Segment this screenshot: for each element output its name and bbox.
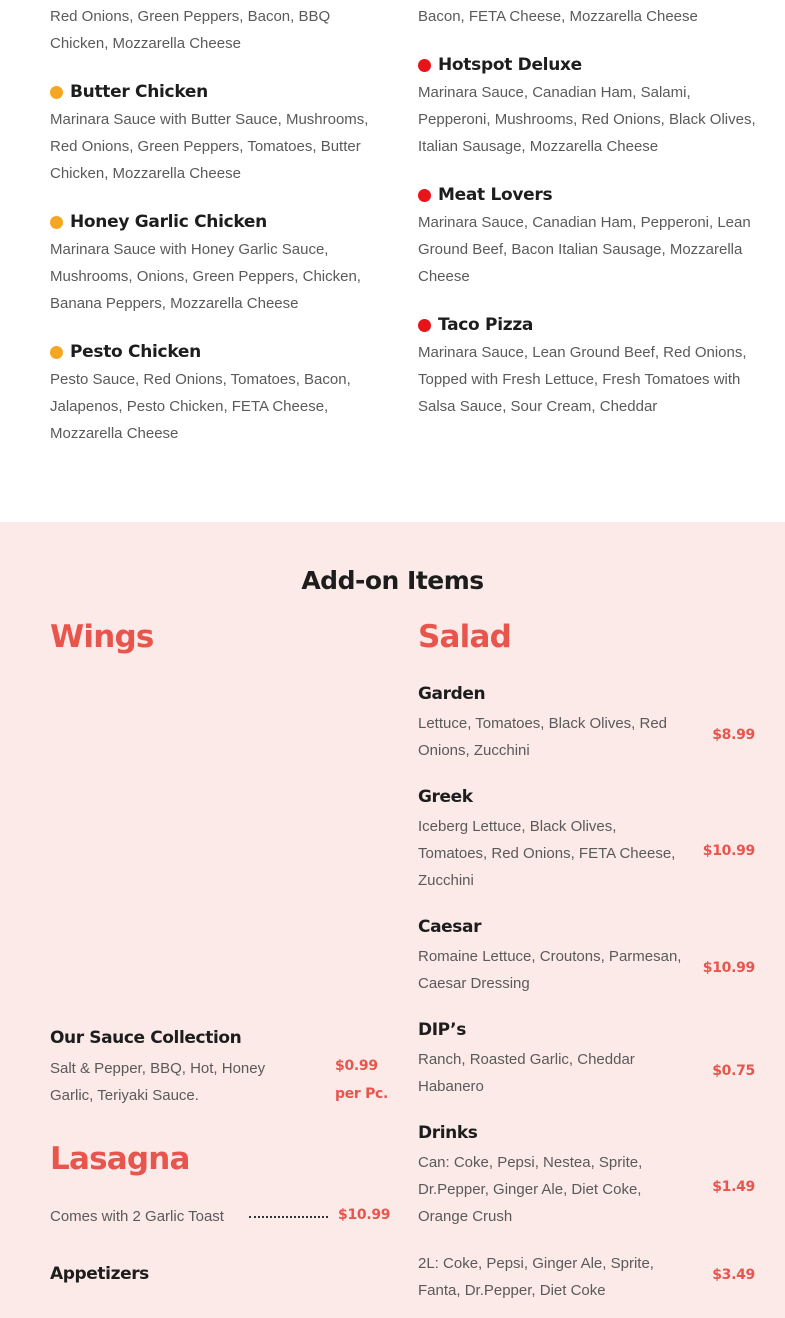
pizza-description: Marinara Sauce, Lean Ground Beef, Red Onions, Topped with Fresh Lettuce, Fresh Tomatoes with Salsa Sauce, Sour Cream, Cheddar xyxy=(418,344,747,415)
pizza-description: Marinara Sauce, Canadian Ham, Pepperoni, Lean Ground Beef, Bacon Italian Sausage, Mozzarella Cheese xyxy=(418,214,751,285)
dips-title: DIP’s xyxy=(418,1020,466,1040)
drinks-can-price: $1.49 xyxy=(712,1179,755,1195)
lasagna-price: $10.99 xyxy=(338,1207,391,1223)
orange-dot-icon xyxy=(50,216,63,229)
lasagna-description: Comes with 2 Garlic Toast xyxy=(50,1208,224,1225)
drinks-can-description: Can: Coke, Pepsi, Nestea, Sprite, Dr.Pepper, Ginger Ale, Diet Coke, Orange Crush xyxy=(418,1154,643,1225)
pizza-item-feta xyxy=(418,3,758,30)
salad-price-garden: $8.99 xyxy=(712,727,755,743)
pizza-name: Hotspot Deluxe xyxy=(438,55,582,75)
red-dot-icon xyxy=(418,59,431,72)
section-title: Add-on Items xyxy=(301,566,484,595)
pizza-item-bbq-chicken xyxy=(50,3,390,57)
red-dot-icon xyxy=(418,319,431,332)
drinks-2l-price: $3.49 xyxy=(712,1267,755,1283)
drinks-2l-description: 2L: Coke, Pepsi, Ginger Ale, Sprite, Fanta, Dr.Pepper, Diet Coke xyxy=(418,1255,654,1299)
salad-description-caesar: Romaine Lettuce, Croutons, Parmesan, Caesar Dressing xyxy=(418,948,682,992)
dips-description: Ranch, Roasted Garlic, Cheddar Habanero xyxy=(418,1051,635,1095)
drinks-title: Drinks xyxy=(418,1123,478,1143)
pizza-menu-section xyxy=(0,0,785,522)
pizza-description: Marinara Sauce, Canadian Ham, Salami, Pepperoni, Mushrooms, Red Onions, Black Olives, Italian Sausage, Mozzarella Cheese xyxy=(418,84,756,155)
orange-dot-icon xyxy=(50,86,63,99)
addon-items-section xyxy=(0,522,785,1318)
salad-price-caesar: $10.99 xyxy=(702,960,755,976)
salad-description-garden: Lettuce, Tomatoes, Black Olives, Red Onions, Zucchini xyxy=(418,715,668,759)
red-dot-icon xyxy=(418,189,431,202)
salad-price-greek: $10.99 xyxy=(702,843,755,859)
salad-name-caesar: Caesar xyxy=(418,917,482,937)
price-leader-dots xyxy=(249,1216,328,1218)
dips-price: $0.75 xyxy=(712,1063,755,1079)
lasagna-heading: Lasagna xyxy=(50,1141,190,1177)
pizza-name: Honey Garlic Chicken xyxy=(70,212,267,232)
orange-dot-icon xyxy=(50,346,63,359)
sauce-price: $0.99 xyxy=(335,1058,378,1074)
pizza-description: Marinara Sauce with Butter Sauce, Mushrooms, Red Onions, Green Peppers, Tomatoes, Butter Chicken, Mozzarella Cheese xyxy=(50,111,369,182)
pizza-item-pesto-chicken xyxy=(50,339,390,447)
sauce-collection-title: Our Sauce Collection xyxy=(50,1028,242,1048)
pizza-description: Marinara Sauce with Honey Garlic Sauce, Mushrooms, Onions, Green Peppers, Chicken, Banana Peppers, Mozzarella Cheese xyxy=(50,241,361,312)
sauce-collection-description: Salt & Pepper, BBQ, Hot, Honey Garlic, Teriyaki Sauce. xyxy=(50,1060,266,1104)
pizza-name: Butter Chicken xyxy=(70,82,208,102)
pizza-item-meat-lovers xyxy=(418,182,758,290)
pizza-description: Pesto Sauce, Red Onions, Tomatoes, Bacon, Jalapenos, Pesto Chicken, FETA Cheese, Mozzarella Cheese xyxy=(50,371,351,442)
pizza-item-hotspot-deluxe xyxy=(418,52,758,160)
pizza-description: Red Onions, Green Peppers, Bacon, BBQ Chicken, Mozzarella Cheese xyxy=(50,8,331,52)
pizza-name: Taco Pizza xyxy=(438,315,534,335)
salad-name-garden: Garden xyxy=(418,684,486,704)
salad-heading: Salad xyxy=(418,619,511,655)
pizza-name: Pesto Chicken xyxy=(70,342,201,362)
appetizers-heading: Appetizers xyxy=(50,1264,149,1284)
pizza-description: Bacon, FETA Cheese, Mozzarella Cheese xyxy=(418,8,698,25)
salad-name-greek: Greek xyxy=(418,787,473,807)
pizza-item-butter-chicken xyxy=(50,79,390,187)
pizza-item-taco-pizza xyxy=(418,312,758,420)
sauce-price-unit: per Pc. xyxy=(335,1086,389,1102)
pizza-name: Meat Lovers xyxy=(438,185,553,205)
salad-description-greek: Iceberg Lettuce, Black Olives, Tomatoes, Red Onions, FETA Cheese, Zucchini xyxy=(418,818,676,889)
pizza-item-honey-garlic-chicken xyxy=(50,209,390,317)
wings-heading: Wings xyxy=(50,619,154,655)
